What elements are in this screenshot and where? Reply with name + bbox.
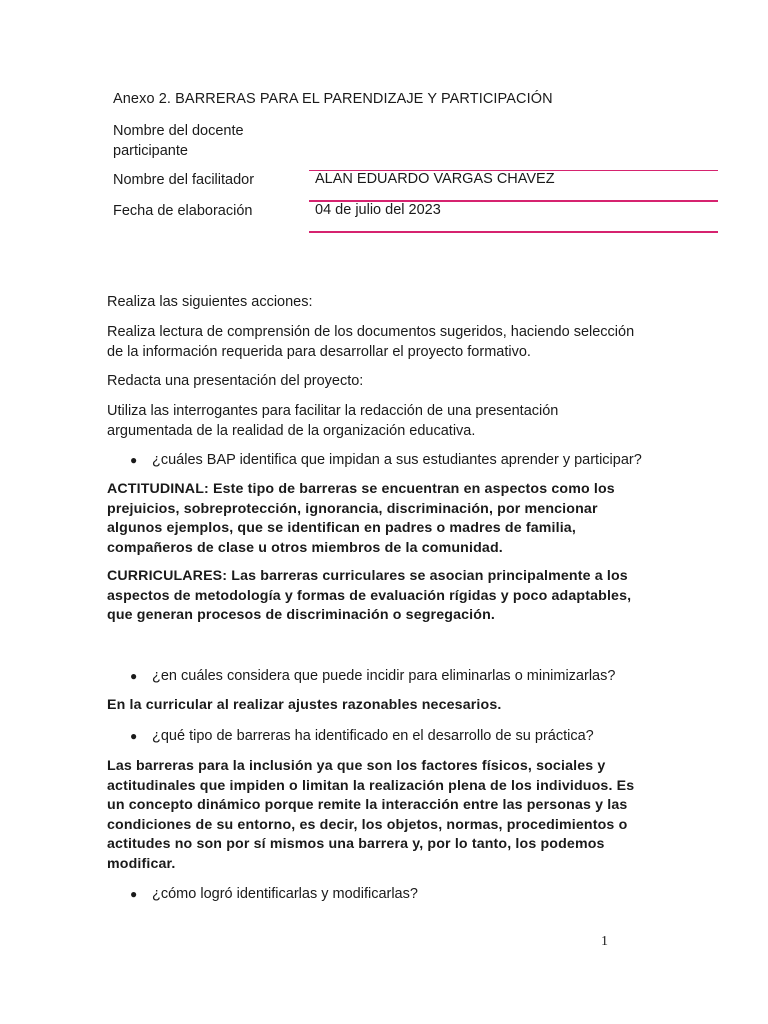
answer-3-line2: actitudinales que impiden o limitan la realización plena de los individuos. Es bbox=[107, 777, 635, 794]
bullet-icon: ● bbox=[130, 887, 138, 901]
facilitador-value: ALAN EDUARDO VARGAS CHAVEZ bbox=[315, 171, 555, 187]
instruction-questions bbox=[107, 401, 667, 441]
instruction-intro: Realiza las siguientes acciones: bbox=[107, 294, 313, 310]
instruction-questions-line1: Utiliza las interrogantes para facilitar la redacción de una presentación bbox=[107, 403, 559, 419]
answer-3 bbox=[107, 757, 677, 874]
bullet-icon: ● bbox=[130, 669, 138, 683]
annex-title: Anexo 2. BARRERAS PARA EL PARENDIZAJE Y PARTICIPACIÓN bbox=[113, 91, 553, 107]
instruction-questions-line2: argumentada de la realidad de la organización educativa. bbox=[107, 423, 476, 439]
question-1 bbox=[130, 450, 690, 470]
question-1-text: ¿cuáles BAP identifica que impidan a sus estudiantes aprender y participar? bbox=[152, 452, 642, 468]
facilitador-label: Nombre del facilitador bbox=[113, 172, 255, 188]
answer-3-line3: un concepto dinámico porque remite la interacción entre las personas y las bbox=[107, 797, 628, 813]
page-number: 1 bbox=[601, 934, 608, 949]
question-4 bbox=[130, 884, 690, 904]
answer-3-line6: modificar. bbox=[107, 855, 176, 872]
answer-actitudinal-line2: prejuicios, sobreprotección, ignorancia, discriminación, por mencionar bbox=[107, 500, 598, 517]
answer-curriculares bbox=[107, 567, 667, 626]
answer-2: En la curricular al realizar ajustes razonables necesarios. bbox=[107, 697, 502, 713]
answer-actitudinal-line1: ACTITUDINAL: Este tipo de barreras se encuentran en aspectos como los bbox=[107, 481, 615, 497]
instruction-reading-line1: Realiza lectura de comprensión de los documentos sugeridos, haciendo selección bbox=[107, 324, 635, 340]
question-3-text: ¿qué tipo de barreras ha identificado en el desarrollo de su práctica? bbox=[152, 728, 594, 744]
bullet-icon: ● bbox=[130, 729, 138, 743]
fecha-underline bbox=[309, 231, 718, 233]
bullet-icon: ● bbox=[130, 453, 138, 467]
answer-curriculares-line2: aspectos de metodología y formas de evaluación rígidas y poco adaptables, bbox=[107, 587, 632, 604]
question-2 bbox=[130, 666, 690, 686]
instruction-reading bbox=[107, 322, 667, 362]
answer-actitudinal-line3: algunos ejemplos, que se identifican en padres o madres de familia, bbox=[107, 520, 576, 536]
question-2-text: ¿en cuáles considera que puede incidir para eliminarlas o minimizarlas? bbox=[152, 668, 616, 684]
answer-curriculares-line1: CURRICULARES: Las barreras curriculares se asocian principalmente a los bbox=[107, 568, 628, 584]
docente-label-line1: Nombre del docente bbox=[113, 123, 244, 139]
docente-label bbox=[113, 121, 293, 161]
docente-label-line2: participante bbox=[113, 143, 188, 159]
question-3 bbox=[130, 726, 690, 746]
answer-3-line1: Las barreras para la inclusión ya que son los factores físicos, sociales y bbox=[107, 758, 606, 774]
fecha-value: 04 de julio del 2023 bbox=[315, 202, 441, 218]
answer-3-line4: condiciones de su entorno, es decir, los objetos, normas, procedimientos o bbox=[107, 816, 628, 833]
answer-actitudinal-line4: compañeros de clase u otros miembros de la comunidad. bbox=[107, 539, 503, 556]
answer-actitudinal bbox=[107, 480, 667, 558]
answer-3-line5: actitudes no son por sí mismos una barrera y, por lo tanto, los podemos bbox=[107, 836, 605, 852]
question-4-text: ¿cómo logró identificarlas y modificarlas? bbox=[152, 886, 418, 902]
instruction-presentation: Redacta una presentación del proyecto: bbox=[107, 373, 364, 389]
answer-curriculares-line3: que generan procesos de discriminación o segregación. bbox=[107, 607, 495, 623]
fecha-label: Fecha de elaboración bbox=[113, 203, 253, 219]
instruction-reading-line2: de la información requerida para desarrollar el proyecto formativo. bbox=[107, 344, 531, 360]
